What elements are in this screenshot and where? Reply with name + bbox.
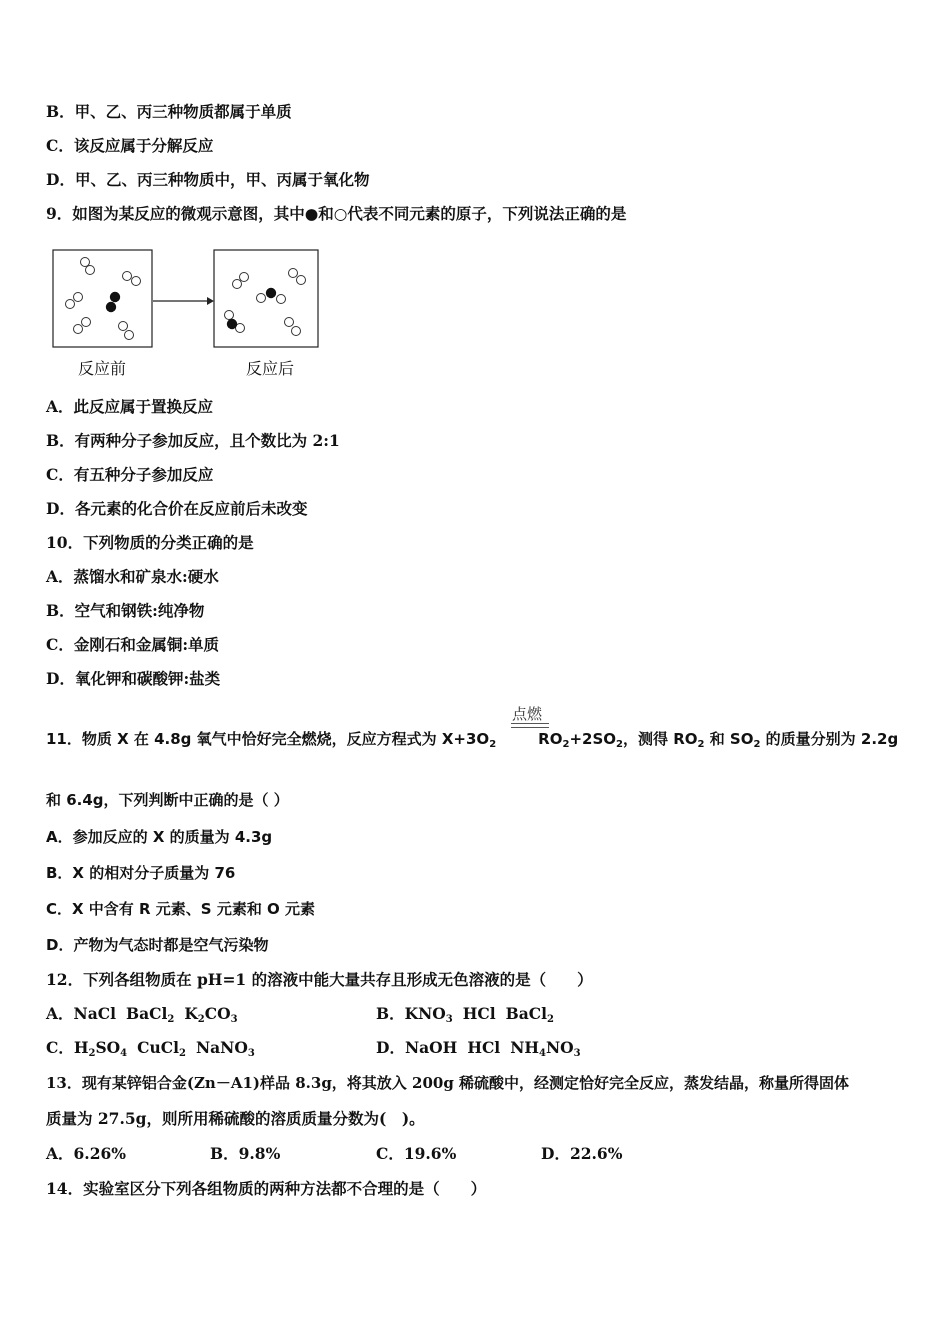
q10-option-c: C．金刚石和金属铜:单质 [46, 635, 220, 654]
q10-option-d: D．氧化钾和碳酸钾:盐类 [46, 669, 221, 688]
q12-option-d: D．NaOH HCl $NH_4NO_3$ [376, 1038, 581, 1059]
q13-stem-line1: 13．现有某锌铝合金(Zn－A1)样品 8.3g，将其放入 200g 稀硫酸中，经测定恰好完全反应，蒸发结晶，称量所得固体 [46, 1074, 850, 1092]
q9-stem: 9．如图为某反应的微观示意图，其中●和○代表不同元素的原子，下列说法正确的是 [46, 204, 627, 223]
label-before: 反应前 [78, 359, 127, 378]
label-after: 反应后 [246, 359, 295, 378]
box-before [53, 250, 152, 347]
box-after [214, 250, 318, 347]
q9-option-d: D．各元素的化合价在反应前后未改变 [46, 499, 308, 518]
q13-option-d: D．22.6% [541, 1144, 623, 1163]
q9-option-a: A．此反应属于置换反应 [46, 397, 214, 416]
q12-options-row2 [46, 1038, 906, 1058]
q8-option-d: D．甲、乙、丙三种物质中，甲、丙属于氧化物 [46, 170, 370, 189]
q9-option-b: B．有两种分子参加反应，且个数比为 2:1 [46, 431, 340, 450]
q13-option-b: B．9.8% [210, 1144, 281, 1163]
reaction-condition: 点燃 [512, 705, 543, 723]
q13-option-c: C．19.6% [376, 1144, 457, 1163]
q12-option-c: C．$H_2SO_4$ CuCl$_2$ NaNO$_3$ [46, 1038, 255, 1059]
q11-stem-line2: 和 6.4g，下列判断中正确的是（ ） [46, 791, 289, 809]
q12-options-row1 [46, 1004, 906, 1024]
q11-stem-line1: 11．物质 X 在 4.8g 氧气中恰好完全燃烧，反应方程式为 $X+3O_2$ $RO_2+2SO_2$，测得 $RO_2$ 和 $SO_2$ 的质量分别为 2.2g [46, 730, 899, 750]
q11-option-d: D．产物为气态时都是空气污染物 [46, 936, 269, 954]
q13-option-a: A．6.26% [46, 1144, 127, 1163]
q12-stem: 12．下列各组物质在 pH=1 的溶液中能大量共存且形成无色溶液的是（ ） [46, 970, 593, 989]
q12-option-b: B．$KNO_3$ HCl BaCl$_2$ [376, 1004, 554, 1025]
q14-stem: 14．实验室区分下列各组物质的两种方法都不合理的是（ ） [46, 1179, 487, 1198]
q13-stem-line2: 质量为 27.5g，则所用稀硫酸的溶质质量分数为( )。 [46, 1109, 425, 1128]
q11-option-b: B．X 的相对分子质量为 76 [46, 864, 236, 882]
q12-option-a: A．NaCl BaCl$_2$ $K_2CO_3$ [46, 1004, 238, 1025]
q10-stem: 10．下列物质的分类正确的是 [46, 533, 254, 552]
q11-option-a: A．参加反应的 X 的质量为 4.3g [46, 828, 273, 846]
q10-option-b: B．空气和钢铁:纯净物 [46, 601, 205, 620]
q10-option-a: A．蒸馏水和矿泉水:硬水 [46, 567, 219, 586]
q8-option-b: B．甲、乙、丙三种物质都属于单质 [46, 102, 292, 121]
q11-option-c: C．X 中含有 R 元素、S 元素和 O 元素 [46, 900, 316, 918]
q9-option-c: C．有五种分子参加反应 [46, 465, 214, 484]
q13-options [46, 1144, 906, 1164]
q8-option-c: C．该反应属于分解反应 [46, 136, 214, 155]
arrow-icon [207, 297, 214, 305]
